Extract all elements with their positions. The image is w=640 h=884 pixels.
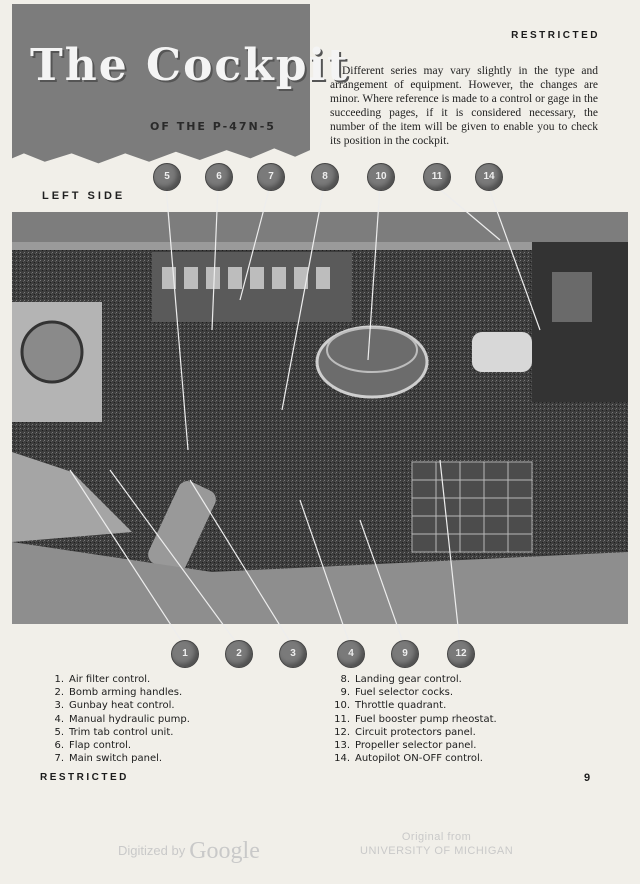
watermark-digitized <box>118 838 260 865</box>
legend-text: Landing gear control. <box>355 674 462 685</box>
watermark-original <box>360 830 513 858</box>
legend-text: Air filter control. <box>69 674 151 685</box>
callout-bubble: 1 <box>171 640 199 668</box>
legend-text: Autopilot ON-OFF control. <box>355 753 483 765</box>
section-label: LEFT SIDE <box>42 190 126 202</box>
legend-item <box>46 686 190 699</box>
legend-number: 4. <box>54 713 64 725</box>
page-title: The Cockpit <box>30 40 350 91</box>
legend-number: 10. <box>334 700 350 712</box>
legend-number: 14. <box>334 753 350 765</box>
legend-number: 12. <box>334 726 350 738</box>
callout-bubble: 9 <box>391 640 419 668</box>
legend-number: 7. <box>54 753 64 765</box>
legend-item <box>46 673 190 686</box>
callout-bubble: 6 <box>205 163 233 191</box>
callout-bubble: 4 <box>337 640 365 668</box>
legend-item <box>332 686 497 699</box>
legend-item <box>46 699 190 712</box>
legend-item <box>46 739 190 752</box>
restricted-label-bottom: RESTRICTED <box>40 772 129 783</box>
legend-text: Circuit protectors panel. <box>355 726 476 738</box>
watermark-original-line1: Original from <box>401 831 472 843</box>
callout-bubble: 12 <box>447 640 475 668</box>
legend-number: 6. <box>54 740 64 752</box>
legend-text: Manual hydraulic pump. <box>69 713 190 725</box>
intro-paragraph: Different series may vary slightly in the type and arrangement of equipment. However, the changes are minor. Where reference is made to a control or gage in the succeeding pages, if it is considered necessary, the number of the item will be given to enable you to check its position in the cockpit. <box>330 64 599 147</box>
restricted-label-top: RESTRICTED <box>511 30 600 41</box>
legend-item <box>46 752 190 765</box>
legend-text: Fuel booster pump rheostat. <box>355 713 497 725</box>
legend-item <box>332 673 497 686</box>
legend-text: Propeller selector panel. <box>355 740 477 752</box>
legend-item <box>46 713 190 726</box>
legend-text: Main switch panel. <box>69 753 163 765</box>
callout-bubble: 14 <box>475 163 503 191</box>
legend-text: Fuel selector cocks. <box>355 687 454 699</box>
callout-bubble: 3 <box>279 640 307 668</box>
callout-bubble: 11 <box>423 163 451 191</box>
legend-number: 13. <box>334 740 350 752</box>
callout-bubble: 8 <box>311 163 339 191</box>
watermark-original-line2: UNIVERSITY OF MICHIGAN <box>360 845 514 857</box>
legend-text: Bomb arming handles. <box>69 687 183 699</box>
legend-text: Trim tab control unit. <box>69 726 174 738</box>
legend-text: Gunbay heat control. <box>69 700 175 712</box>
cockpit-photo-illustration <box>12 212 628 624</box>
callout-bubble: 5 <box>153 163 181 191</box>
legend-list-right <box>332 673 497 765</box>
callout-bubble: 10 <box>367 163 395 191</box>
google-logo: Google <box>189 838 260 864</box>
legend-number: 2. <box>54 687 64 699</box>
cockpit-photo <box>12 212 628 624</box>
legend-number: 3. <box>54 700 64 712</box>
legend-number: 5. <box>54 726 64 738</box>
legend-number: 1. <box>54 674 64 685</box>
watermark-digitized-text: Digitized by <box>118 843 186 858</box>
legend-item <box>332 713 497 726</box>
legend-text: Throttle quadrant. <box>355 700 447 712</box>
legend-item <box>332 752 497 765</box>
callout-bubble: 2 <box>225 640 253 668</box>
page-subtitle: OF THE P-47N-5 <box>150 120 276 133</box>
legend-number: 8. <box>340 674 350 685</box>
legend-item <box>332 699 497 712</box>
legend-item <box>332 726 497 739</box>
legend-item <box>46 726 190 739</box>
page-number: 9 <box>584 772 591 784</box>
legend-number: 11. <box>334 713 350 725</box>
legend-list-left <box>46 673 190 765</box>
legend-number: 9. <box>340 687 350 699</box>
legend-text: Flap control. <box>69 740 132 752</box>
callout-bubble: 7 <box>257 163 285 191</box>
legend-item <box>332 739 497 752</box>
